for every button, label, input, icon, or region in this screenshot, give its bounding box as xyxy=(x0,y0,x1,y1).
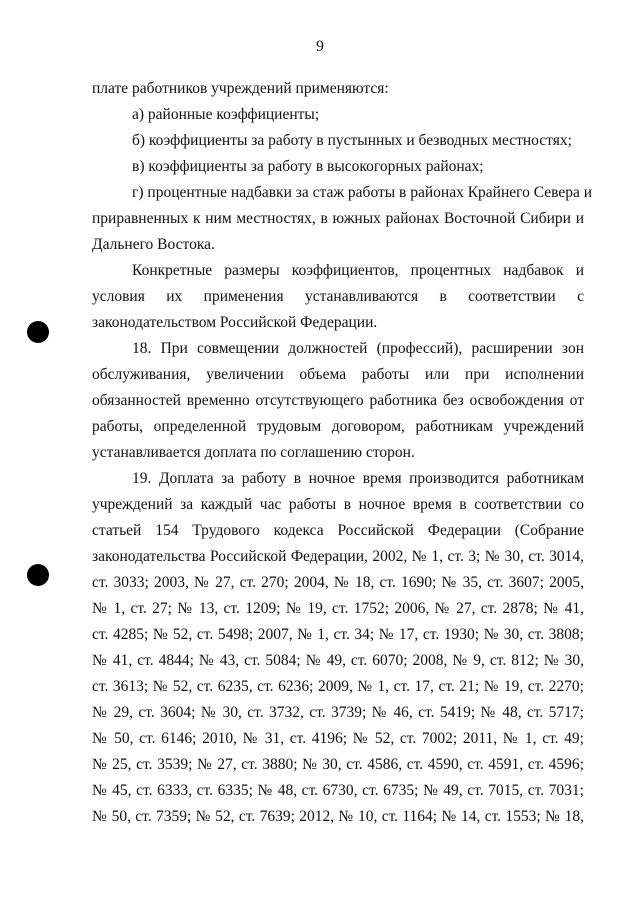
paragraph-start: Конкретные размеры коэффициентов, процентных надбавок и xyxy=(132,262,584,279)
text-line: № 1, ст. 27; № 13, ст. 1209; № 19, ст. 1752; 2006, № 27, ст. 2878; № 41, xyxy=(92,600,584,617)
punch-hole-mark xyxy=(27,321,49,343)
text-line: статьей 154 Трудового кодекса Российской Федерации (Собрание xyxy=(92,522,584,539)
list-item-a: а) районные коэффициенты; xyxy=(132,106,320,123)
punch-hole-mark xyxy=(27,564,49,586)
text-line: плате работников учреждений применяются: xyxy=(92,80,389,97)
text-line: учреждений за каждый час работы в ночное время в соответствии со xyxy=(92,496,584,513)
page-number: 9 xyxy=(316,38,324,55)
paragraph-19-start: 19. Доплата за работу в ночное время производится работникам xyxy=(132,470,584,487)
text-line: работы, определенной трудовым договором, работникам учреждений xyxy=(92,418,584,435)
text-line: ст. 3613; № 52, ст. 6235, ст. 6236; 2009, № 1, ст. 17, ст. 21; № 19, ст. 2270; xyxy=(92,678,584,695)
text-line: обслуживания, увеличении объема работы или при исполнении xyxy=(92,366,584,383)
text-line: № 25, ст. 3539; № 27, ст. 3880; № 30, ст. 4586, ст. 4590, ст. 4591, ст. 4596; xyxy=(92,756,584,773)
text-line: № 50, ст. 6146; 2010, № 31, ст. 4196; № 52, ст. 7002; 2011, № 1, ст. 49; xyxy=(92,730,584,747)
text-line: № 45, ст. 6333, ст. 6335; № 48, ст. 6730, ст. 6735; № 49, ст. 7015, ст. 7031; xyxy=(92,782,584,799)
text-line: № 41, ст. 4844; № 43, ст. 5084; № 49, ст. 6070; 2008, № 9, ст. 812; № 30, xyxy=(92,652,584,669)
text-line: устанавливается доплата по соглашению сторон. xyxy=(92,444,415,461)
text-line: Дальнего Востока. xyxy=(92,236,215,253)
text-line: № 29, ст. 3604; № 30, ст. 3732, ст. 3739; № 46, ст. 5419; № 48, ст. 5717; xyxy=(92,704,584,721)
text-line: условия их применения устанавливаются в соответствии с xyxy=(92,288,584,305)
text-line: № 50, ст. 7359; № 52, ст. 7639; 2012, № 10, ст. 1164; № 14, ст. 1553; № 18, xyxy=(92,808,584,825)
paragraph-18-start: 18. При совмещении должностей (профессий), расширении зон xyxy=(132,340,584,357)
text-line: ст. 4285; № 52, ст. 5498; 2007, № 1, ст. 34; № 17, ст. 1930; № 30, ст. 3808; xyxy=(92,626,584,643)
text-line: приравненных к ним местностях, в южных районах Восточной Сибири и xyxy=(92,210,584,227)
text-line: ст. 3033; 2003, № 27, ст. 270; 2004, № 18, ст. 1690; № 35, ст. 3607; 2005, xyxy=(92,574,584,591)
list-item-b: б) коэффициенты за работу в пустынных и безводных местностях; xyxy=(132,132,572,149)
list-item-c: в) коэффициенты за работу в высокогорных районах; xyxy=(132,158,484,175)
text-line: законодательством Российской Федерации. xyxy=(92,314,378,331)
text-line: обязанностей временно отсутствующего работника без освобождения от xyxy=(92,392,584,409)
list-item-d: г) процентные надбавки за стаж работы в районах Крайнего Севера и xyxy=(132,184,593,201)
text-line: законодательства Российской Федерации, 2002, № 1, ст. 3; № 30, ст. 3014, xyxy=(92,548,584,565)
